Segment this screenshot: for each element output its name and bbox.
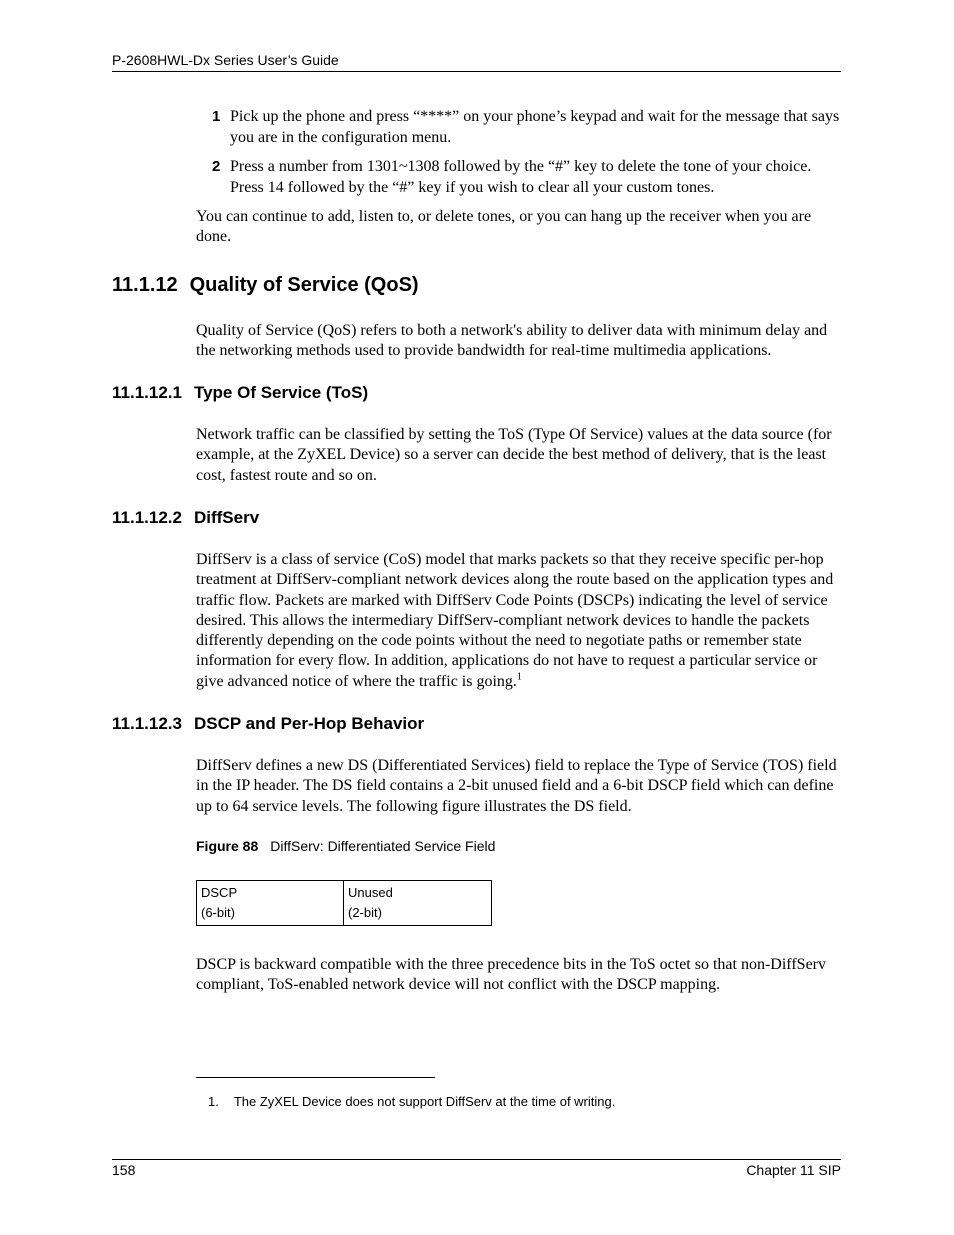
- figure-title: DiffServ: Differentiated Service Field: [270, 838, 496, 854]
- figure-label: Figure 88: [196, 838, 259, 854]
- footnote-marker: 1.: [208, 1094, 219, 1109]
- unused-field-cell: [344, 881, 491, 925]
- section-number: 11.1.12.3: [112, 714, 182, 733]
- running-header: P-2608HWL-Dx Series User’s Guide: [112, 52, 339, 68]
- step-text: Pick up the phone and press “****” on your phone’s keypad and wait for the message that says you are in the configuration menu.: [230, 108, 840, 146]
- section-number: 11.1.12.1: [112, 383, 182, 402]
- step-2: [212, 157, 842, 198]
- chapter-label: Chapter 11 SIP: [746, 1162, 841, 1178]
- dscp-paragraph: DiffServ defines a new DS (Differentiated Services) field to replace the Type of Service (TOS) field in the IP header. The DS field contains a 2-bit unused field and a 6-bit DSCP field which can define up to 64 service levels. The following figure illustrates the DS field.: [196, 757, 837, 815]
- section-number: 11.1.12: [112, 274, 178, 296]
- qos-paragraph: Quality of Service (QoS) refers to both a network's ability to deliver data with minimum delay and the networking methods used to provide bandwidth for real-time multimedia applications.: [196, 322, 828, 360]
- section-heading-dscp: [112, 714, 424, 734]
- header-rule: [112, 71, 841, 72]
- tos-paragraph: Network traffic can be classified by setting the ToS (Type Of Service) values at the data source (for example, at the ZyXEL Device) so a server can decide the best method of delivery, that is the least cost, fastest route and so on.: [196, 426, 832, 484]
- intro-paragraph: You can continue to add, listen to, or delete tones, or you can hang up the receiver when you are done.: [196, 208, 812, 246]
- field-bits: (6-bit): [201, 905, 235, 920]
- section-title: Quality of Service (QoS): [189, 274, 419, 296]
- section-heading-diffserv: [112, 508, 259, 528]
- footer-rule: [112, 1159, 841, 1160]
- page-number: 158: [112, 1162, 136, 1178]
- section-heading-qos: [112, 274, 419, 297]
- figure-caption: [196, 838, 495, 854]
- step-1: [212, 107, 842, 148]
- section-title: DSCP and Per-Hop Behavior: [193, 714, 425, 733]
- footnote-reference[interactable]: 1: [516, 671, 522, 683]
- step-text: Press a number from 1301~1308 followed by the “#” key to delete the tone of your choice. Press 14 followed by the “#” key if you wish to clear all your custom tones.: [230, 158, 812, 196]
- footnote-text: The ZyXEL Device does not support DiffServ at the time of writing.: [233, 1094, 616, 1109]
- field-name: Unused: [348, 885, 393, 900]
- section-number: 11.1.12.2: [112, 508, 182, 527]
- footnote-rule: [196, 1077, 435, 1078]
- section-heading-tos: [112, 383, 368, 403]
- ds-field-diagram: [196, 880, 492, 926]
- field-name: DSCP: [201, 885, 238, 900]
- dscp-field-cell: [197, 881, 344, 925]
- step-number: 2: [212, 158, 221, 175]
- section-title: DiffServ: [193, 508, 260, 527]
- step-number: 1: [212, 108, 221, 125]
- section-title: Type Of Service (ToS): [193, 383, 369, 402]
- diffserv-text: DiffServ is a class of service (CoS) model that marks packets so that they receive specific per-hop treatment at DiffServ-compliant network devices along the route based on the application types and traffic flow. Packets are marked with DiffServ Code Points (DSCPs) indicating the level of service desired. This allows the intermediary DiffServ-compliant network devices to handle the packets differently depending on the code points without the need to negotiate paths or remember state information for every flow. In addition, applications do not have to request a particular service or give advanced notice of where the traffic is going.: [196, 551, 834, 690]
- diffserv-paragraph: [196, 550, 844, 692]
- field-bits: (2-bit): [348, 905, 382, 920]
- closing-paragraph: DSCP is backward compatible with the three precedence bits in the ToS octet so that non-DiffServ compliant, ToS-enabled network device will not conflict with the DSCP mapping.: [196, 956, 826, 994]
- footnote: [208, 1094, 615, 1109]
